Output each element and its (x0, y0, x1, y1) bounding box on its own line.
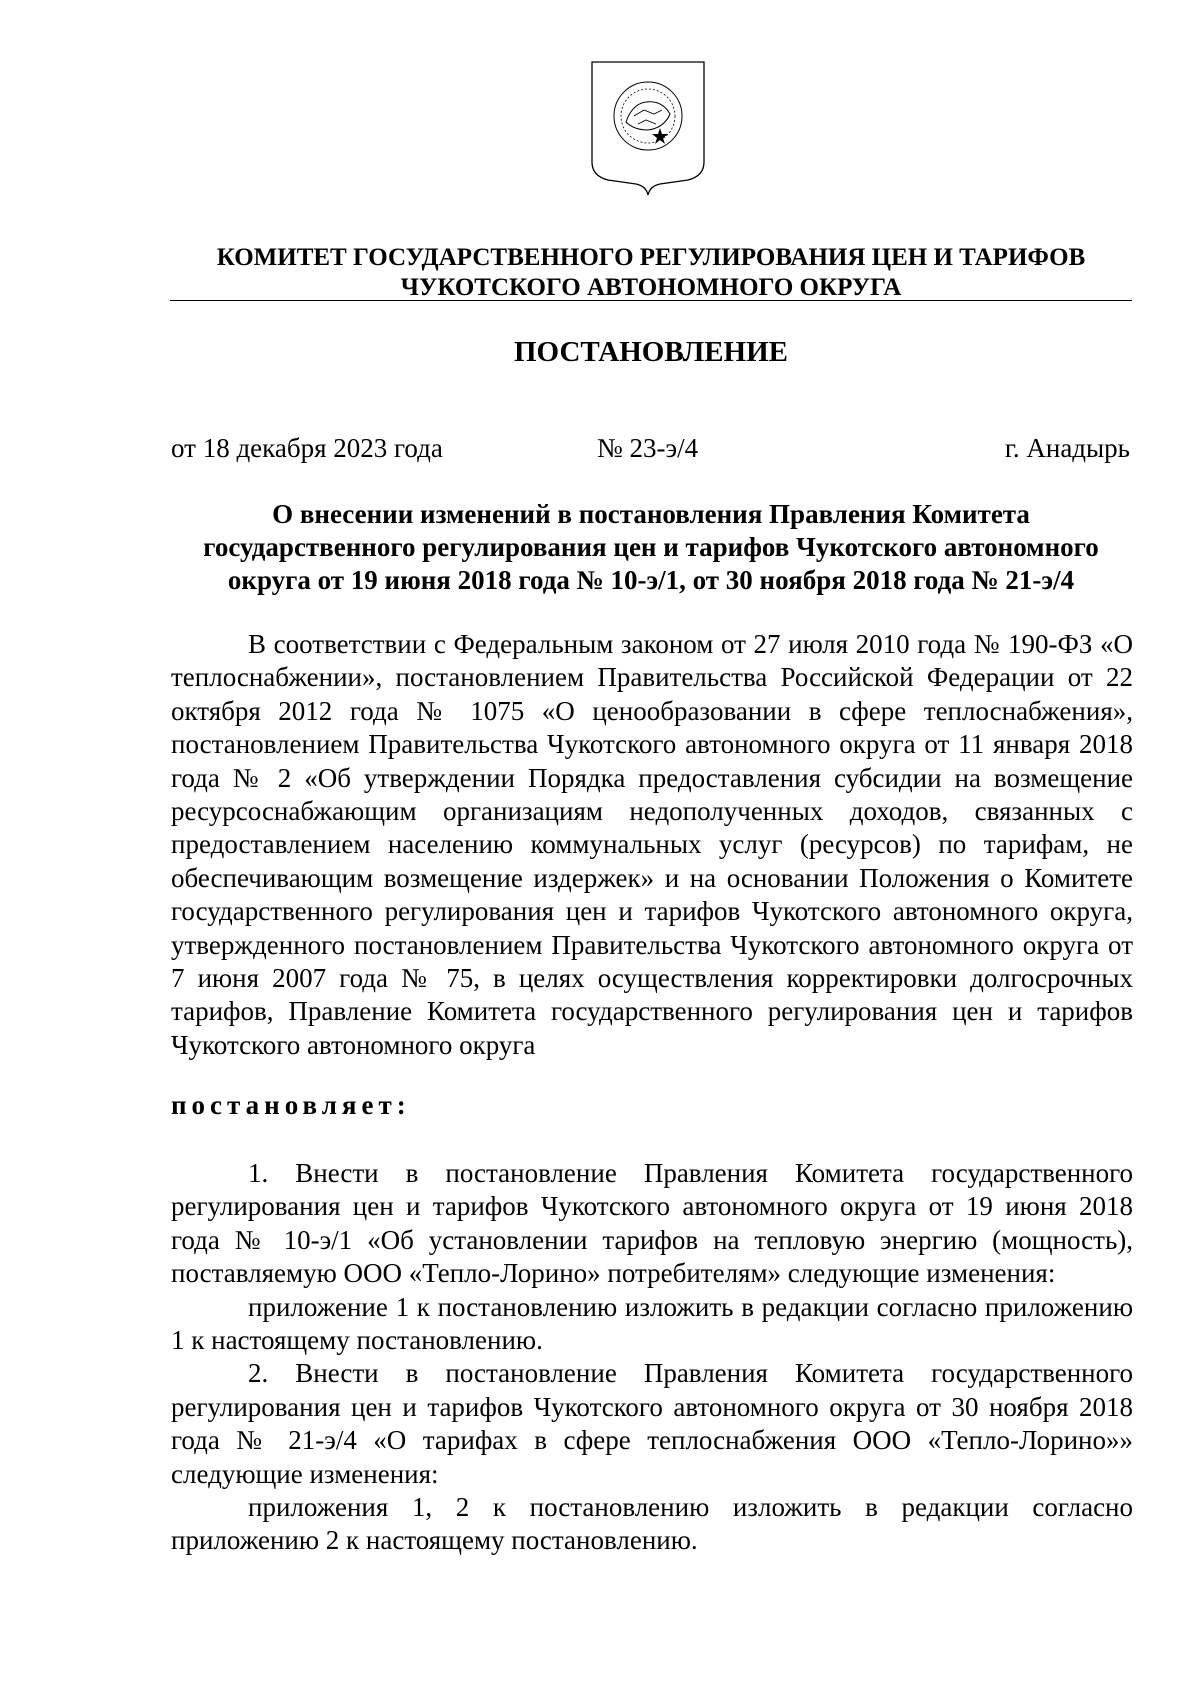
subject-line2: государственного регулирования цен и тарифов Чукотского автономного (203, 532, 1099, 562)
coat-of-arms-emblem (588, 58, 708, 198)
document-type-title: ПОСТАНОВЛЕНИЕ (513, 336, 788, 368)
committee-name-line2: ЧУКОТСКОГО АВТОНОМНОГО ОКРУГА (400, 274, 902, 301)
document-subject (170, 498, 1132, 597)
document-city: г. Анадырь (1004, 433, 1130, 463)
item-1-text: 1. Внести в постановление Правления Комитета государственного регулирования цен и тарифов Чукотского автономного округа от 19 июня 2018 года № 10-э/1 «Об установлении тарифов на тепловую энергию (мощность), поставляемую ООО «Тепло-Лорино» потребителям» следующие изменения: (171, 1158, 1133, 1289)
committee-name (170, 243, 1132, 303)
subject-line1: О внесении изменений в постановления Правления Комитета (272, 499, 1030, 529)
subject-line3: округа от 19 июня 2018 года № 10-э/1, от 30 ноября 2018 года № 21-э/4 (227, 565, 1075, 595)
preamble-paragraph (171, 628, 1133, 1062)
header-divider (170, 300, 1132, 301)
decree-items (171, 1157, 1133, 1558)
document-date: от 18 декабря 2023 года (171, 433, 443, 463)
item-2-sub: приложения 1, 2 к постановлению изложить в редакции согласно приложению 2 к настоящему постановлению. (171, 1492, 1133, 1556)
committee-name-line1: КОМИТЕТ ГОСУДАРСТВЕННОГО РЕГУЛИРОВАНИЯ ЦЕН И ТАРИФОВ (216, 244, 1086, 271)
document-number: № 23-э/4 (597, 433, 699, 463)
item-1-sub: приложение 1 к постановлению изложить в редакции согласно приложению 1 к настоящему постановлению. (171, 1291, 1133, 1356)
item-2-text: 2. Внести в постановление Правления Комитета государственного регулирования цен и тарифов Чукотского автономного округа от 30 ноября 2018 года № 21-э/4 «О тарифах в сфере теплоснабжения ООО «Тепло-Лорино»» следующие изменения: (171, 1358, 1133, 1489)
preamble-text: В соответствии с Федеральным законом от 27 июля 2010 года № 190-ФЗ «О теплоснабжении», постановлением Правительства Российской Федерации от 22 октября 2012 года № 1075 «О ценообразовании в сфере теплоснабжения», постановлением Правительства Чукотского автономного округа от 11 января 2018 года № 2 «Об утверждении Порядка предоставления субсидии на возмещение ресурсоснабжающим организациям недополученных доходов, связанных с предоставлением населению коммунальных услуг (ресурсов) по тарифам, не обеспечивающим возмещение издержек» и на основании Положения о Комитете государственного регулирования цен и тарифов Чукотского автономного округа, утвержденного постановлением Правительства Чукотского автономного округа от 7 июня 2007 года № 75, в целях осуществления корректировки долгосрочных тарифов, Правление Комитета государственного регулирования цен и тарифов Чукотского автономного округа (171, 629, 1133, 1060)
decree-word: постановляет: (171, 1090, 411, 1120)
